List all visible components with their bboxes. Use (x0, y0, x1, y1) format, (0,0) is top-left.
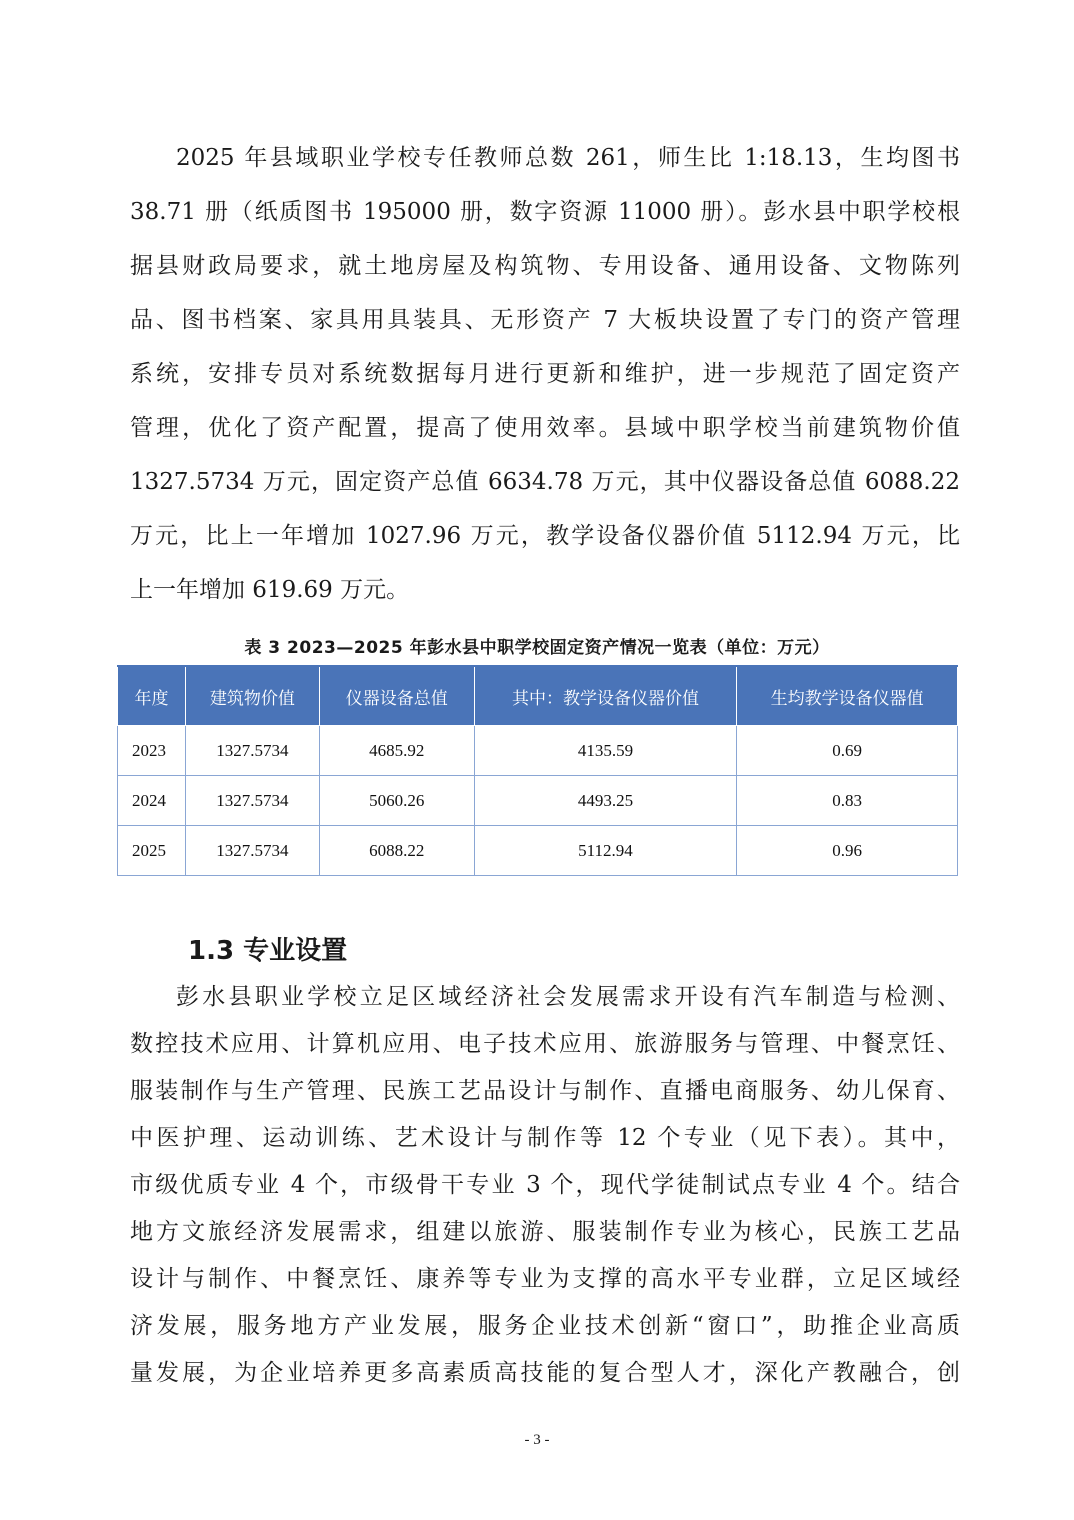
text-line: 服装制作与生产管理、民族工艺品设计与制作、直播电商服务、幼儿保育、 (130, 1078, 960, 1104)
table-row (118, 776, 958, 826)
cell-per-student-equipment: 0.96 (737, 826, 958, 876)
cell-year: 2025 (118, 826, 186, 876)
header-equipment-total: 仪器设备总值 (319, 666, 474, 726)
table-row (118, 826, 958, 876)
cell-building-value: 1327.5734 (185, 776, 319, 826)
text-line: 量发展，为企业培养更多高素质高技能的复合型人才，深化产教融合，创 (130, 1360, 960, 1386)
paragraph-assets (130, 131, 960, 617)
cell-teaching-equipment: 5112.94 (474, 826, 737, 876)
text-line: 38.71 册（纸质图书 195000 册，数字资源 11000 册）。彭水县中职学校根 (130, 199, 960, 225)
text-line: 1327.5734 万元，固定资产总值 6634.78 万元，其中仪器设备总值 6088.22 (130, 469, 960, 495)
text-line: 品、图书档案、家具用具装具、无形资产 7 大板块设置了专门的资产管理 (130, 307, 960, 333)
text-line: 市级优质专业 4 个，市级骨干专业 3 个，现代学徒制试点专业 4 个。结合 (130, 1172, 960, 1198)
table-row (118, 726, 958, 776)
text-line: 据县财政局要求，就土地房屋及构筑物、专用设备、通用设备、文物陈列 (130, 253, 960, 279)
paragraph-majors (130, 974, 960, 1397)
cell-equipment-total: 5060.26 (319, 776, 474, 826)
cell-equipment-total: 4685.92 (319, 726, 474, 776)
cell-per-student-equipment: 0.83 (737, 776, 958, 826)
page-number: - 3 - (524, 1432, 550, 1448)
table-caption: 表 3 2023—2025 年彭水县中职学校固定资产情况一览表（单位：万元） (244, 638, 830, 658)
table-header-row (118, 666, 958, 726)
header-teaching-equipment: 其中：教学设备仪器价值 (474, 666, 737, 726)
cell-teaching-equipment: 4135.59 (474, 726, 737, 776)
text-line: 上一年增加 619.69 万元。 (130, 577, 410, 603)
cell-year: 2023 (118, 726, 186, 776)
text-line: 彭水县职业学校立足区域经济社会发展需求开设有汽车制造与检测、 (176, 984, 960, 1010)
header-year: 年度 (118, 666, 186, 726)
text-line: 地方文旅经济发展需求，组建以旅游、服装制作专业为核心，民族工艺品 (130, 1219, 960, 1245)
cell-equipment-total: 6088.22 (319, 826, 474, 876)
text-line: 管理，优化了资产配置，提高了使用效率。县域中职学校当前建筑物价值 (130, 415, 960, 441)
cell-building-value: 1327.5734 (185, 726, 319, 776)
cell-per-student-equipment: 0.69 (737, 726, 958, 776)
cell-building-value: 1327.5734 (185, 826, 319, 876)
header-per-student-equipment: 生均教学设备仪器值 (737, 666, 958, 726)
text-line: 2025 年县域职业学校专任教师总数 261，师生比 1:18.13，生均图书 (176, 145, 960, 171)
section-heading: 1.3 专业设置 (188, 936, 348, 966)
fixed-assets-table (117, 665, 958, 876)
header-building-value: 建筑物价值 (185, 666, 319, 726)
cell-year: 2024 (118, 776, 186, 826)
text-line: 中医护理、运动训练、艺术设计与制作等 12 个专业（见下表）。其中， (130, 1125, 960, 1151)
text-line: 万元，比上一年增加 1027.96 万元，教学设备仪器价值 5112.94 万元，比 (130, 523, 960, 549)
text-line: 数控技术应用、计算机应用、电子技术应用、旅游服务与管理、中餐烹饪、 (130, 1031, 960, 1057)
text-line: 设计与制作、中餐烹饪、康养等专业为支撑的高水平专业群，立足区域经 (130, 1266, 960, 1292)
text-line: 济发展，服务地方产业发展，服务企业技术创新“窗口”，助推企业高质 (130, 1313, 960, 1339)
cell-teaching-equipment: 4493.25 (474, 776, 737, 826)
text-line: 系统，安排专员对系统数据每月进行更新和维护，进一步规范了固定资产 (130, 361, 960, 387)
